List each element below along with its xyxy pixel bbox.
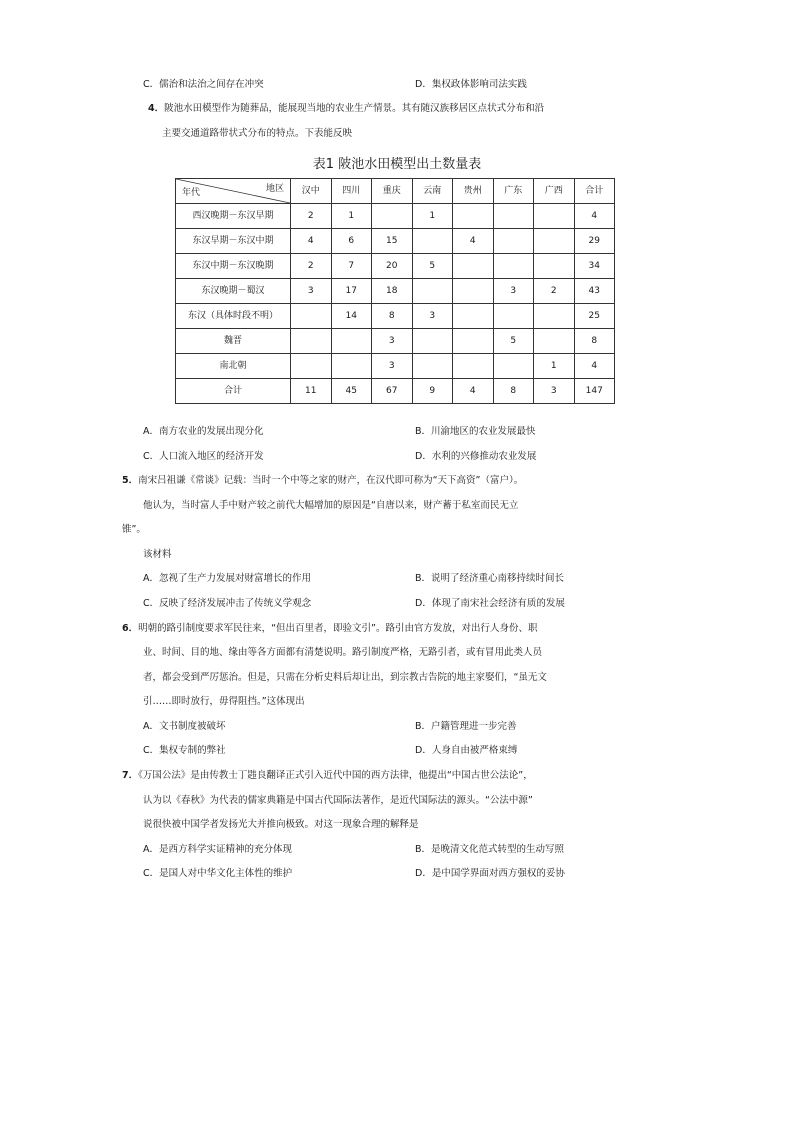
- q6-stem-line4: 引……即时放行，毋得阻挡。”这体现出: [143, 696, 305, 707]
- table-cell: [412, 229, 453, 254]
- q5-stem-text1: 南宋吕祖谦《常谈》记载：当时一个中等之家的财产，在汉代即可称为“天下高资”（富户）。: [138, 475, 524, 486]
- table-cell: 4: [453, 379, 494, 404]
- table-row: [176, 229, 615, 254]
- table-cell: [291, 304, 332, 329]
- q4-option-d[interactable]: D．水利的兴修推动农业发展: [415, 451, 537, 462]
- q4-stem-line1: [148, 102, 544, 116]
- column-header: 广东: [493, 179, 534, 204]
- q7-number: 7．: [122, 770, 139, 781]
- corner-region-label: 地区: [265, 184, 284, 194]
- row-era-label: 东汉中期－东汉晚期: [176, 254, 291, 279]
- table-cell: 2: [534, 279, 575, 304]
- q4-number: 4．: [148, 103, 165, 114]
- table-cell: [534, 204, 575, 229]
- table-cell: 14: [331, 304, 372, 329]
- column-header: 重庆: [372, 179, 413, 204]
- q7-option-b[interactable]: B．是晚清文化范式转型的生动写照: [415, 844, 565, 855]
- column-header: 四川: [331, 179, 372, 204]
- q7-stem-line2: 认为以《春秋》为代表的儒家典籍是中国古代国际法著作，是近代国际法的源头。“公法中源”: [143, 795, 533, 806]
- q7-option-a[interactable]: A．是西方科学实证精神的充分体现: [143, 844, 292, 855]
- row-era-label: 东汉（具体时段不明）: [176, 304, 291, 329]
- q4-stem-text1: 陂池水田模型作为随葬品，能展现当地的农业生产情景。其有随汉族移居区点状式分布和沿: [164, 103, 545, 114]
- row-era-label: 魏晋: [176, 329, 291, 354]
- table-cell: 1: [534, 354, 575, 379]
- table-cell: [291, 354, 332, 379]
- row-era-label: 东汉晚期－蜀汉: [176, 279, 291, 304]
- table-cell: 3: [372, 329, 413, 354]
- table-cell: [453, 304, 494, 329]
- q6-option-c[interactable]: C．集权专制的弊社: [143, 745, 226, 756]
- column-header: 贵州: [453, 179, 494, 204]
- column-header: 合计: [574, 179, 615, 204]
- q5-stem-line2: 他认为，当时富人手中财产较之前代大幅增加的原因是“自唐以来，财产蓄于私室而民无立: [143, 500, 519, 511]
- q7-stem-line3: 说很快被中国学者发扬光大并推向极致。对这一现象合理的解释是: [143, 819, 419, 830]
- table-cell: [453, 254, 494, 279]
- table-cell: [331, 354, 372, 379]
- table-row: [176, 279, 615, 304]
- table-cell: 3: [534, 379, 575, 404]
- table-cell: 4: [453, 229, 494, 254]
- q5-stem-line1: [122, 474, 523, 488]
- excavation-count-table: [175, 178, 615, 404]
- q5-option-b[interactable]: B．说明了经济重心南移持续时间长: [415, 573, 565, 584]
- table-cell: [412, 279, 453, 304]
- table-cell: 2: [291, 254, 332, 279]
- table-cell: 1: [331, 204, 372, 229]
- table-cell: [453, 354, 494, 379]
- table-row: [176, 329, 615, 354]
- q5-option-c[interactable]: C．反映了经济发展冲击了传统义学观念: [143, 598, 312, 609]
- table-cell: 4: [291, 229, 332, 254]
- table-cell: 1: [412, 204, 453, 229]
- table-cell: 29: [574, 229, 615, 254]
- table-cell: 8: [574, 329, 615, 354]
- table-row: [176, 204, 615, 229]
- table-row: [176, 304, 615, 329]
- table-cell: [372, 204, 413, 229]
- q4-option-c[interactable]: C．人口流入地区的经济开发: [143, 451, 264, 462]
- table-cell: 15: [372, 229, 413, 254]
- table-cell: [534, 304, 575, 329]
- q5-number: 5．: [122, 475, 139, 486]
- table-header-row: [176, 179, 615, 204]
- table-cell: 5: [493, 329, 534, 354]
- q5-stem-line3: 锥”。: [122, 524, 146, 535]
- q6-stem-text1: 明朝的路引制度要求军民往来，“但出百里者，即验文引”。路引由官方发放，对出行人身份、职: [138, 623, 538, 634]
- column-header: 汉中: [291, 179, 332, 204]
- table-row: [176, 354, 615, 379]
- table-cell: 25: [574, 304, 615, 329]
- table-cell: [493, 354, 534, 379]
- q6-stem-line3: 者，都会受到严厉惩治。但是，只需在分析史料后却让出，到宗教古告院的地主家娶们，“虽无文: [143, 672, 547, 683]
- table-cell: 18: [372, 279, 413, 304]
- table-cell: [493, 204, 534, 229]
- q5-option-d[interactable]: D．体现了南宋社会经济有质的发展: [415, 598, 565, 609]
- table-cell: 2: [291, 204, 332, 229]
- q3-option-d[interactable]: D．集权政体影响司法实践: [415, 79, 527, 90]
- row-era-label: 南北朝: [176, 354, 291, 379]
- row-era-label: 合计: [176, 379, 291, 404]
- table-cell: 8: [493, 379, 534, 404]
- q6-option-d[interactable]: D．人身自由被严格束缚: [415, 745, 518, 756]
- table-cell: 43: [574, 279, 615, 304]
- table-cell: 3: [291, 279, 332, 304]
- table-cell: 147: [574, 379, 615, 404]
- table-cell: 6: [331, 229, 372, 254]
- q6-number: 6．: [122, 623, 139, 634]
- table-cell: [534, 329, 575, 354]
- table-cell: [534, 229, 575, 254]
- table-cell: [493, 304, 534, 329]
- table-cell: 9: [412, 379, 453, 404]
- q4-option-a[interactable]: A．南方农业的发展出现分化: [143, 426, 264, 437]
- table-cell: [291, 329, 332, 354]
- table-cell: 4: [574, 354, 615, 379]
- q6-option-a[interactable]: A．文书制度被破坏: [143, 721, 226, 732]
- table-cell: 7: [331, 254, 372, 279]
- table-cell: 45: [331, 379, 372, 404]
- q6-stem-line1: [122, 622, 537, 636]
- table-cell: 4: [574, 204, 615, 229]
- q5-stem-line4: 该材料: [143, 549, 172, 560]
- table-cell: 5: [412, 254, 453, 279]
- table-cell: 3: [493, 279, 534, 304]
- table-cell: 34: [574, 254, 615, 279]
- table-cell: 11: [291, 379, 332, 404]
- q4-option-b[interactable]: B．川渝地区的农业发展最快: [415, 426, 536, 437]
- q7-option-d[interactable]: D．是中国学界面对西方强权的妥协: [415, 868, 565, 879]
- table-cell: [453, 204, 494, 229]
- table-cell: [453, 279, 494, 304]
- q7-stem-line1: [122, 769, 533, 783]
- table-cell: 17: [331, 279, 372, 304]
- row-era-label: 东汉早期－东汉中期: [176, 229, 291, 254]
- table-cell: [534, 254, 575, 279]
- row-era-label: 西汉晚期－东汉早期: [176, 204, 291, 229]
- table-cell: [493, 229, 534, 254]
- table-cell: [453, 329, 494, 354]
- table-cell: [493, 254, 534, 279]
- column-header: 广西: [534, 179, 575, 204]
- table-cell: 20: [372, 254, 413, 279]
- table-cell: [331, 329, 372, 354]
- q5-option-a[interactable]: A．忽视了生产力发展对财富增长的作用: [143, 573, 311, 584]
- corner-era-label: 年代: [182, 188, 201, 198]
- q6-stem-line2: 业、时间、目的地、缘由等各方面都有清楚说明。路引制度严格，无路引者，或有冒用此类人员: [143, 647, 543, 658]
- q3-option-c[interactable]: C．儒治和法治之间存在冲突: [143, 79, 264, 90]
- table-cell: 3: [372, 354, 413, 379]
- table-caption: 表1 陂池水田模型出土数量表: [312, 157, 482, 172]
- table-cell: [412, 354, 453, 379]
- column-header: 云南: [412, 179, 453, 204]
- table-cell: [412, 329, 453, 354]
- q4-stem-line2: 主要交通道路带状式分布的特点。下表能反映: [162, 128, 353, 139]
- table-cell: 8: [372, 304, 413, 329]
- table-corner-cell: [176, 179, 291, 204]
- table-row: [176, 379, 615, 404]
- table-cell: 67: [372, 379, 413, 404]
- table-cell: 3: [412, 304, 453, 329]
- q7-option-c[interactable]: C．是国人对中华文化主体性的维护: [143, 868, 293, 879]
- table-row: [176, 254, 615, 279]
- q6-option-b[interactable]: B．户籍管理进一步完善: [415, 721, 517, 732]
- q7-stem-text1: 《万国公法》是由传教士丁韪良翻译正式引入近代中国的西方法律，他提出“中国古世公法论”，: [138, 770, 533, 781]
